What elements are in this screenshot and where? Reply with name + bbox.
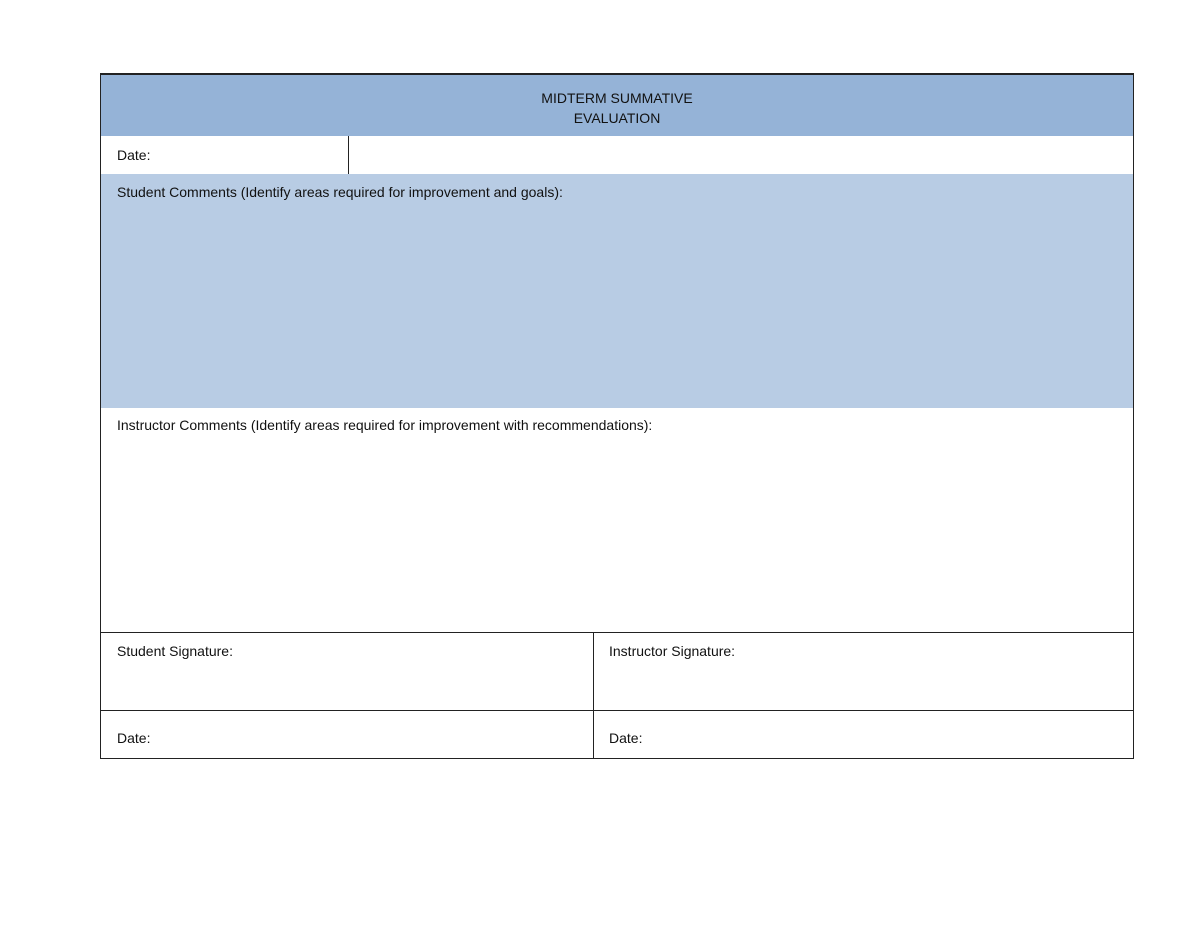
instructor-comments-field[interactable] [101, 408, 1133, 633]
instructor-comments-label: Instructor Comments (Identify areas required for improvement with recommendations): [117, 417, 653, 433]
signature-date-row [101, 711, 1133, 758]
student-comments-field[interactable] [101, 174, 1133, 408]
signature-row [101, 633, 1133, 711]
instructor-signature-field[interactable] [594, 633, 1133, 710]
instructor-date-field[interactable] [594, 711, 1133, 758]
student-comments-label: Student Comments (Identify areas required for improvement and goals): [117, 184, 563, 200]
date-row [101, 136, 1133, 174]
instructor-signature-label: Instructor Signature: [609, 643, 736, 659]
form-title-line1: MIDTERM SUMMATIVE [541, 89, 693, 106]
student-date-field[interactable] [101, 711, 594, 758]
form-title-line2: EVALUATION [573, 109, 661, 126]
student-signature-field[interactable] [101, 633, 594, 710]
instructor-date-label: Date: [609, 730, 643, 746]
student-signature-label: Student Signature: [117, 643, 233, 659]
evaluation-form [100, 73, 1134, 759]
form-header [101, 74, 1133, 136]
date-field[interactable] [349, 136, 1133, 174]
date-label: Date: [101, 136, 349, 174]
student-date-label: Date: [117, 730, 151, 746]
